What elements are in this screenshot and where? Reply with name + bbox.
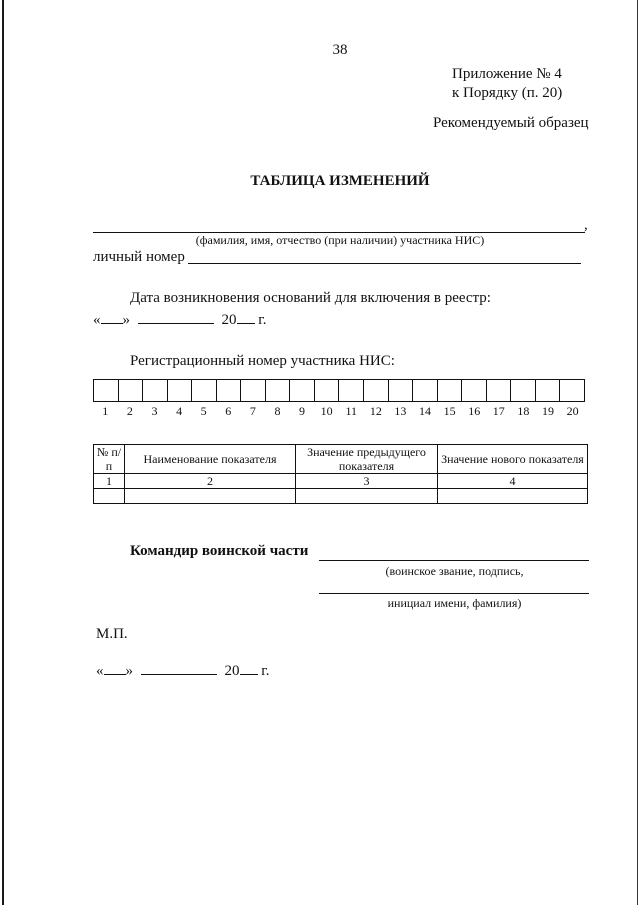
digit-position: 16	[468, 404, 481, 418]
digit-position: 8	[274, 404, 281, 418]
registration-digit-cell[interactable]	[364, 380, 389, 401]
registration-digit-cell[interactable]	[487, 380, 512, 401]
recommended-sample-note: Рекомендуемый образец	[433, 115, 589, 131]
registration-digit-cell[interactable]	[192, 380, 217, 401]
footer-date-open-quote: «	[96, 663, 104, 679]
footer-date-day-blank[interactable]	[104, 662, 126, 675]
personal-number-field[interactable]	[188, 263, 581, 264]
commander-name-caption: инициал имени, фамилия)	[387, 596, 522, 610]
changes-table	[93, 444, 588, 504]
table-cell[interactable]	[438, 489, 588, 504]
digit-position: 12	[369, 404, 382, 418]
digit-position: 7	[249, 404, 256, 418]
registration-digit-positions	[93, 404, 585, 419]
footer-date-month-blank[interactable]	[141, 662, 217, 675]
footer-date-year-suffix: г.	[261, 663, 270, 679]
name-field-caption: (фамилия, имя, отчество (при наличии) участника НИС)	[195, 233, 485, 247]
registration-digit-cell[interactable]	[241, 380, 266, 401]
header-previous-value: Значение предыдущего показателя	[296, 445, 438, 474]
basis-date-month-blank[interactable]	[138, 311, 214, 324]
page-number: 38	[332, 42, 348, 58]
column-number: 4	[438, 474, 588, 489]
digit-position: 13	[394, 404, 407, 418]
column-number: 2	[125, 474, 296, 489]
personal-number-label: личный номер	[93, 249, 185, 265]
column-number: 1	[94, 474, 125, 489]
header-indicator-name: Наименование показателя	[125, 445, 296, 474]
table-cell[interactable]	[296, 489, 438, 504]
commander-signature-field[interactable]	[319, 560, 589, 561]
registration-digit-cell[interactable]	[438, 380, 463, 401]
header-row-number: № п/п	[94, 445, 125, 474]
digit-position: 3	[151, 404, 158, 418]
footer-date-close-quote: »	[125, 663, 133, 679]
digit-position: 10	[320, 404, 333, 418]
registration-digit-cell[interactable]	[560, 380, 584, 401]
footer-date-year-prefix: 20	[224, 663, 240, 679]
digit-position: 17	[492, 404, 505, 418]
digit-position: 14	[419, 404, 432, 418]
basis-date-day-blank[interactable]	[101, 311, 123, 324]
header-new-value: Значение нового показателя	[438, 445, 588, 474]
name-field-comma: ,	[584, 217, 588, 233]
digit-position: 18	[517, 404, 530, 418]
registration-digit-cell[interactable]	[462, 380, 487, 401]
registration-digit-cell[interactable]	[119, 380, 144, 401]
digit-position: 1	[102, 404, 109, 418]
document-title: ТАБЛИЦА ИЗМЕНЕНИЙ	[250, 173, 430, 189]
basis-date-year-suffix: г.	[258, 312, 267, 328]
basis-date-year-prefix: 20	[221, 312, 237, 328]
digit-position: 15	[443, 404, 456, 418]
appendix-reference	[452, 65, 562, 103]
scan-edge-left	[2, 0, 4, 905]
table-row	[94, 489, 588, 504]
digit-position: 11	[345, 404, 358, 418]
registration-digit-cell[interactable]	[339, 380, 364, 401]
registration-digit-cell[interactable]	[290, 380, 315, 401]
basis-date-label: Дата возникновения оснований для включения в реестр:	[130, 290, 491, 306]
appendix-line-2: к Порядку (п. 20)	[452, 85, 563, 101]
table-cell[interactable]	[94, 489, 125, 504]
registration-digit-cell[interactable]	[511, 380, 536, 401]
digit-position: 6	[225, 404, 232, 418]
digit-position: 9	[299, 404, 306, 418]
registration-digit-cell[interactable]	[217, 380, 242, 401]
registration-digit-cell[interactable]	[315, 380, 340, 401]
scan-edge-right	[637, 0, 638, 905]
registration-digit-cell[interactable]	[94, 380, 119, 401]
registration-digit-cell[interactable]	[143, 380, 168, 401]
basis-date-open-quote: «	[93, 312, 101, 328]
table-cell[interactable]	[125, 489, 296, 504]
digit-position: 19	[541, 404, 554, 418]
footer-date-field	[96, 662, 269, 680]
column-number: 3	[296, 474, 438, 489]
registration-number-grid	[93, 379, 585, 402]
registration-digit-cell[interactable]	[413, 380, 438, 401]
commander-label: Командир воинской части	[130, 543, 309, 559]
basis-date-close-quote: »	[122, 312, 130, 328]
registration-digit-cell[interactable]	[168, 380, 193, 401]
commander-name-field[interactable]	[319, 593, 589, 594]
footer-date-year-blank[interactable]	[240, 662, 258, 675]
registration-digit-cell[interactable]	[536, 380, 561, 401]
digit-position: 4	[176, 404, 183, 418]
digit-position: 5	[200, 404, 207, 418]
basis-date-year-blank[interactable]	[237, 311, 255, 324]
commander-signature-caption: (воинское звание, подпись,	[385, 564, 524, 578]
appendix-line-1: Приложение № 4	[452, 66, 562, 82]
table-header-row	[94, 445, 588, 474]
digit-position: 20	[566, 404, 579, 418]
registration-number-label: Регистрационный номер участника НИС:	[130, 353, 395, 369]
basis-date-field	[93, 311, 266, 329]
registration-digit-cell[interactable]	[389, 380, 414, 401]
registration-digit-cell[interactable]	[266, 380, 291, 401]
table-numbering-row	[94, 474, 588, 489]
stamp-placeholder: М.П.	[96, 626, 128, 642]
digit-position: 2	[126, 404, 133, 418]
